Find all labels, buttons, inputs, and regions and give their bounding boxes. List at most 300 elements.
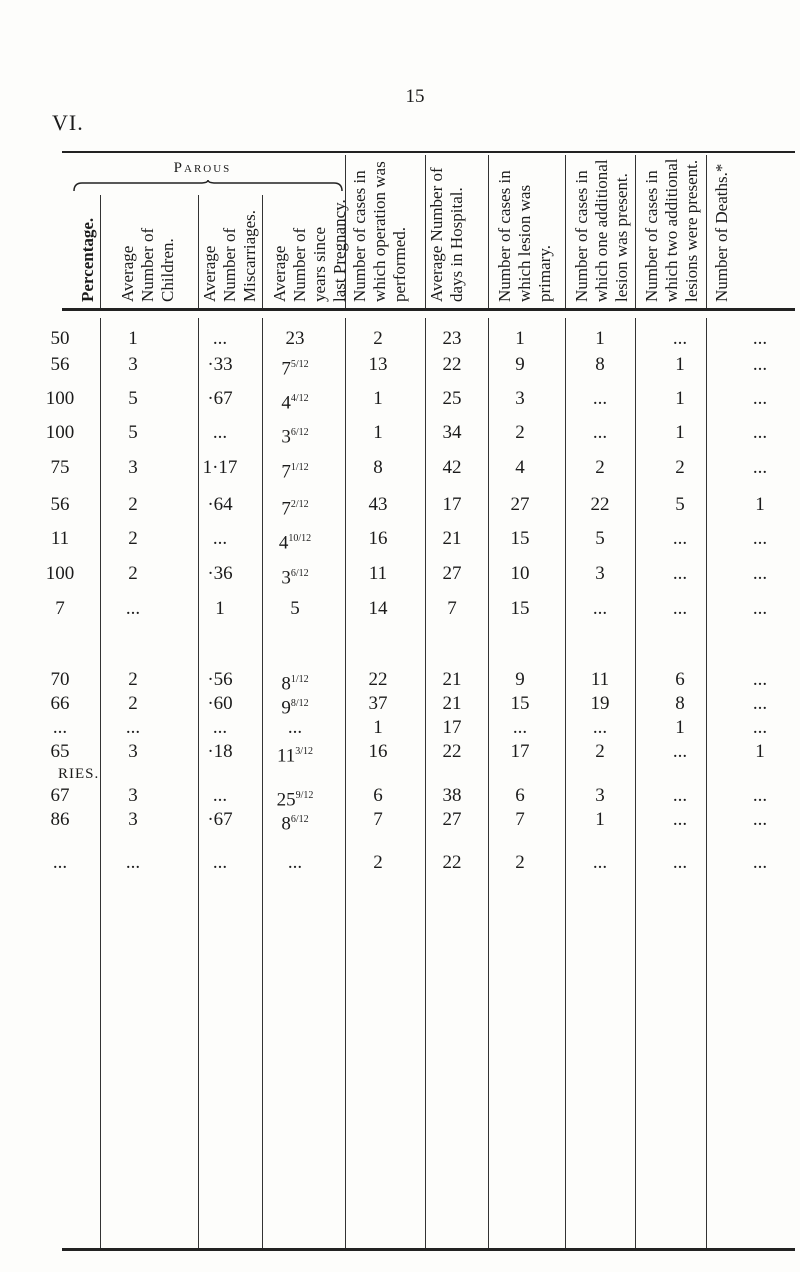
cell-value: 56 bbox=[50, 354, 70, 375]
children-cell bbox=[93, 808, 173, 832]
cell-value: 2 bbox=[675, 457, 685, 478]
miscarriages-cell bbox=[180, 562, 260, 586]
cell-value: 7 bbox=[281, 461, 291, 483]
table-row bbox=[0, 851, 800, 875]
years-cell bbox=[255, 527, 335, 555]
cell-value: 25 bbox=[442, 388, 462, 409]
primary-cell bbox=[485, 456, 555, 480]
children-cell bbox=[93, 493, 173, 517]
cell-value: ... bbox=[125, 717, 141, 738]
percentage-cell bbox=[30, 716, 90, 740]
cell-value: 6 bbox=[675, 669, 685, 690]
primary-cell bbox=[485, 421, 555, 445]
cell-value: 1 bbox=[373, 388, 383, 409]
deaths-cell bbox=[725, 493, 795, 517]
header-rule bbox=[62, 308, 795, 311]
percentage-cell bbox=[30, 562, 90, 586]
miscarriages-cell bbox=[180, 327, 260, 351]
two-additional-cell bbox=[640, 716, 720, 740]
deaths-cell bbox=[725, 668, 795, 692]
cell-value: ... bbox=[672, 741, 688, 762]
cell-value: ... bbox=[752, 852, 768, 873]
cell-value: 100 bbox=[45, 388, 75, 409]
column-header: Number of cases in which lesion was primary. bbox=[495, 170, 554, 302]
operations-cell bbox=[338, 527, 418, 551]
miscarriages-cell bbox=[180, 493, 260, 517]
one-additional-cell bbox=[560, 808, 640, 832]
cell-value: 3 bbox=[595, 785, 605, 806]
deaths-cell bbox=[725, 353, 795, 377]
one-additional-cell bbox=[560, 421, 640, 445]
cell-value: ·67 bbox=[207, 809, 233, 830]
one-additional-cell bbox=[560, 692, 640, 716]
operations-cell bbox=[338, 851, 418, 875]
years-fraction: 1/12 bbox=[290, 462, 309, 473]
cell-value: 2 bbox=[128, 528, 138, 549]
table-row bbox=[0, 421, 800, 448]
column-header: Percentage. bbox=[78, 217, 97, 302]
years-cell bbox=[255, 327, 335, 351]
days-cell bbox=[417, 493, 487, 517]
cell-value: ·60 bbox=[207, 693, 233, 714]
table-row bbox=[0, 493, 800, 520]
cell-value: 70 bbox=[50, 669, 70, 690]
primary-cell bbox=[485, 597, 555, 621]
primary-cell bbox=[485, 353, 555, 377]
cell-value: 22 bbox=[442, 354, 462, 375]
cell-value: 5 bbox=[128, 422, 138, 443]
cell-value: 1 bbox=[128, 328, 138, 349]
deaths-cell bbox=[725, 597, 795, 621]
cell-value: ... bbox=[672, 563, 688, 584]
cell-value: 1 bbox=[215, 598, 225, 619]
percentage-cell bbox=[30, 387, 90, 411]
percentage-cell bbox=[30, 327, 90, 351]
cell-value: ... bbox=[52, 717, 68, 738]
cell-value: 22 bbox=[442, 852, 462, 873]
cell-value: 5 bbox=[128, 388, 138, 409]
deaths-cell bbox=[725, 784, 795, 808]
cell-value: 43 bbox=[368, 494, 388, 515]
primary-cell bbox=[485, 692, 555, 716]
cell-value: 9 bbox=[281, 697, 291, 719]
deaths-cell bbox=[725, 562, 795, 586]
cell-value: ... bbox=[287, 852, 303, 873]
cell-value: 50 bbox=[50, 328, 70, 349]
cell-value: 23 bbox=[442, 328, 462, 349]
cell-value: 4 bbox=[278, 532, 289, 554]
cell-value: 2 bbox=[595, 457, 605, 478]
table-row bbox=[0, 808, 800, 835]
miscarriages-cell bbox=[180, 716, 260, 740]
column-header: Number of Deaths.* bbox=[712, 163, 731, 302]
cell-value: 67 bbox=[50, 785, 70, 806]
cell-value: 3 bbox=[128, 457, 138, 478]
cell-value: 6 bbox=[515, 785, 525, 806]
percentage-cell bbox=[30, 493, 90, 517]
miscarriages-cell bbox=[180, 421, 260, 445]
column-header: Average Number of days in Hospital. bbox=[427, 167, 466, 302]
cell-value: ... bbox=[752, 328, 768, 349]
cell-value: ... bbox=[752, 598, 768, 619]
deaths-cell bbox=[725, 327, 795, 351]
cell-value: 42 bbox=[442, 457, 462, 478]
cell-value: 22 bbox=[368, 669, 388, 690]
table-row bbox=[0, 353, 800, 380]
cell-value: ... bbox=[752, 528, 768, 549]
section-label: VI. bbox=[52, 110, 84, 135]
two-additional-cell bbox=[640, 562, 720, 586]
cell-value: 19 bbox=[590, 693, 610, 714]
cell-value: 16 bbox=[368, 741, 388, 762]
deaths-cell bbox=[725, 456, 795, 480]
children-cell bbox=[93, 716, 173, 740]
cell-value: 9 bbox=[515, 354, 525, 375]
days-cell bbox=[417, 353, 487, 377]
years-fraction: 1/12 bbox=[290, 674, 309, 685]
cell-value: 4 bbox=[515, 457, 525, 478]
cell-value: 7 bbox=[515, 809, 525, 830]
two-additional-cell bbox=[640, 740, 720, 764]
cell-value: 3 bbox=[281, 426, 291, 448]
primary-cell bbox=[485, 808, 555, 832]
table-row bbox=[0, 784, 800, 811]
miscarriages-cell bbox=[180, 353, 260, 377]
years-fraction: 5/12 bbox=[290, 359, 309, 370]
cell-value: 8 bbox=[595, 354, 605, 375]
cell-value: 100 bbox=[45, 563, 75, 584]
cell-value: 8 bbox=[675, 693, 685, 714]
years-fraction: 9/12 bbox=[295, 790, 314, 801]
cell-value: ... bbox=[125, 852, 141, 873]
primary-cell bbox=[485, 527, 555, 551]
children-cell bbox=[93, 597, 173, 621]
days-cell bbox=[417, 456, 487, 480]
one-additional-cell bbox=[560, 353, 640, 377]
cell-value: 7 bbox=[373, 809, 383, 830]
cell-value: 7 bbox=[447, 598, 457, 619]
cell-value: ·33 bbox=[207, 354, 233, 375]
cell-value: ... bbox=[752, 563, 768, 584]
cell-value: ... bbox=[512, 717, 528, 738]
cell-value: ... bbox=[752, 809, 768, 830]
years-fraction: 6/12 bbox=[290, 568, 309, 579]
cell-value: 3 bbox=[595, 563, 605, 584]
operations-cell bbox=[338, 668, 418, 692]
one-additional-cell bbox=[560, 493, 640, 517]
years-cell bbox=[255, 456, 335, 484]
cell-value: 22 bbox=[590, 494, 610, 515]
operations-cell bbox=[338, 740, 418, 764]
years-cell bbox=[255, 493, 335, 521]
column-header: Average Number of years since last Pregnancy. bbox=[270, 199, 349, 302]
two-additional-cell bbox=[640, 387, 720, 411]
percentage-cell bbox=[30, 851, 90, 875]
column-header: Number of cases in which one additional lesion was present. bbox=[572, 159, 631, 302]
cell-value: 5 bbox=[595, 528, 605, 549]
miscarriages-cell bbox=[180, 784, 260, 808]
one-additional-cell bbox=[560, 527, 640, 551]
column-divider bbox=[262, 195, 263, 308]
cell-value: ... bbox=[752, 785, 768, 806]
miscarriages-cell bbox=[180, 851, 260, 875]
cell-value: ... bbox=[672, 528, 688, 549]
days-cell bbox=[417, 421, 487, 445]
cell-value: 1 bbox=[755, 494, 765, 515]
children-cell bbox=[93, 527, 173, 551]
years-cell bbox=[255, 716, 335, 740]
table-row bbox=[0, 740, 800, 767]
operations-cell bbox=[338, 562, 418, 586]
two-additional-cell bbox=[640, 784, 720, 808]
children-cell bbox=[93, 327, 173, 351]
years-cell bbox=[255, 597, 335, 621]
table-row bbox=[0, 456, 800, 483]
cell-value: 27 bbox=[510, 494, 530, 515]
days-cell bbox=[417, 562, 487, 586]
operations-cell bbox=[338, 784, 418, 808]
table-row bbox=[0, 527, 800, 554]
percentage-cell bbox=[30, 740, 90, 764]
percentage-cell bbox=[30, 784, 90, 808]
cell-value: 3 bbox=[281, 567, 291, 589]
years-cell bbox=[255, 353, 335, 381]
cell-value: 11 bbox=[368, 563, 388, 584]
cell-value: ... bbox=[752, 388, 768, 409]
cell-value: 22 bbox=[442, 741, 462, 762]
children-cell bbox=[93, 353, 173, 377]
cell-value: 10 bbox=[510, 563, 530, 584]
cell-value: ... bbox=[672, 809, 688, 830]
cell-value: ... bbox=[672, 852, 688, 873]
children-cell bbox=[93, 387, 173, 411]
cell-value: 25 bbox=[276, 789, 296, 811]
cell-value: 1 bbox=[373, 422, 383, 443]
days-cell bbox=[417, 387, 487, 411]
years-fraction: 4/12 bbox=[290, 393, 309, 404]
days-cell bbox=[417, 808, 487, 832]
miscarriages-cell bbox=[180, 740, 260, 764]
operations-cell bbox=[338, 808, 418, 832]
days-cell bbox=[417, 692, 487, 716]
deaths-cell bbox=[725, 387, 795, 411]
column-header: Number of cases in which operation was performed. bbox=[350, 161, 409, 302]
cell-value: ... bbox=[752, 354, 768, 375]
cell-value: 1 bbox=[515, 328, 525, 349]
cell-value: ... bbox=[752, 693, 768, 714]
cell-value: ... bbox=[212, 328, 228, 349]
percentage-cell bbox=[30, 692, 90, 716]
cell-value: 8 bbox=[281, 813, 291, 835]
one-additional-cell bbox=[560, 327, 640, 351]
cell-value: ... bbox=[592, 717, 608, 738]
cell-value: ... bbox=[212, 528, 228, 549]
cell-value: 2 bbox=[515, 852, 525, 873]
cell-value: 16 bbox=[368, 528, 388, 549]
children-cell bbox=[93, 562, 173, 586]
table-row bbox=[0, 327, 800, 351]
operations-cell bbox=[338, 456, 418, 480]
cell-value: ... bbox=[592, 388, 608, 409]
column-divider bbox=[706, 155, 707, 308]
cell-value: 17 bbox=[442, 494, 462, 515]
days-cell bbox=[417, 851, 487, 875]
cell-value: 14 bbox=[368, 598, 388, 619]
cell-value: 9 bbox=[515, 669, 525, 690]
cell-value: 7 bbox=[55, 598, 65, 619]
days-cell bbox=[417, 327, 487, 351]
cell-value: ... bbox=[52, 852, 68, 873]
page-number: 15 bbox=[405, 86, 425, 107]
primary-cell bbox=[485, 562, 555, 586]
cell-value: 8 bbox=[281, 673, 291, 695]
cell-value: ·64 bbox=[207, 494, 233, 515]
miscarriages-cell bbox=[180, 527, 260, 551]
cell-value: ... bbox=[672, 785, 688, 806]
years-fraction: 3/12 bbox=[295, 746, 314, 757]
one-additional-cell bbox=[560, 597, 640, 621]
cell-value: ... bbox=[752, 457, 768, 478]
miscarriages-cell bbox=[180, 456, 260, 480]
years-fraction: 6/12 bbox=[290, 814, 309, 825]
years-fraction: 2/12 bbox=[290, 499, 309, 510]
operations-cell bbox=[338, 353, 418, 377]
children-cell bbox=[93, 851, 173, 875]
cell-value: 17 bbox=[442, 717, 462, 738]
deaths-cell bbox=[725, 851, 795, 875]
cell-value: 56 bbox=[50, 494, 70, 515]
primary-cell bbox=[485, 327, 555, 351]
percentage-cell bbox=[30, 353, 90, 377]
cell-value: 8 bbox=[373, 457, 383, 478]
deaths-cell bbox=[725, 527, 795, 551]
table-row bbox=[0, 597, 800, 621]
operations-cell bbox=[338, 493, 418, 517]
one-additional-cell bbox=[560, 851, 640, 875]
cell-value: ... bbox=[592, 852, 608, 873]
cell-value: 4 bbox=[281, 392, 291, 414]
cell-value: 3 bbox=[128, 741, 138, 762]
cell-value: 2 bbox=[373, 328, 383, 349]
column-divider bbox=[425, 155, 426, 308]
parous-group-header: Parous bbox=[173, 160, 232, 176]
primary-cell bbox=[485, 387, 555, 411]
miscarriages-cell bbox=[180, 668, 260, 692]
cell-value: 38 bbox=[442, 785, 462, 806]
deaths-cell bbox=[725, 692, 795, 716]
cell-value: 1 bbox=[595, 809, 605, 830]
years-fraction: 8/12 bbox=[290, 698, 309, 709]
cell-value: 2 bbox=[128, 563, 138, 584]
column-header: Average Number of Children. bbox=[118, 227, 177, 302]
cell-value: 2 bbox=[128, 693, 138, 714]
cell-value: ... bbox=[752, 669, 768, 690]
years-cell bbox=[255, 421, 335, 449]
one-additional-cell bbox=[560, 784, 640, 808]
years-cell bbox=[255, 740, 335, 768]
cell-value: 1 bbox=[373, 717, 383, 738]
cell-value: 21 bbox=[442, 669, 462, 690]
primary-cell bbox=[485, 668, 555, 692]
cell-value: ·67 bbox=[207, 388, 233, 409]
cell-value: ... bbox=[212, 852, 228, 873]
table-row bbox=[0, 387, 800, 414]
cell-value: 15 bbox=[510, 528, 530, 549]
percentage-cell bbox=[30, 668, 90, 692]
miscarriages-cell bbox=[180, 597, 260, 621]
deaths-cell bbox=[725, 716, 795, 740]
cell-value: 100 bbox=[45, 422, 75, 443]
two-additional-cell bbox=[640, 353, 720, 377]
primary-cell bbox=[485, 740, 555, 764]
children-cell bbox=[93, 668, 173, 692]
cell-value: 1 bbox=[675, 422, 685, 443]
table-row bbox=[0, 562, 800, 589]
years-cell bbox=[255, 808, 335, 836]
column-header: Number of cases in which two additional lesions were present. bbox=[642, 158, 701, 302]
percentage-cell bbox=[30, 597, 90, 621]
cell-value: 2 bbox=[128, 494, 138, 515]
cell-value: 3 bbox=[128, 785, 138, 806]
cell-value: ... bbox=[672, 328, 688, 349]
cell-value: 21 bbox=[442, 693, 462, 714]
cell-value: 11 bbox=[276, 745, 296, 767]
table-row bbox=[0, 668, 800, 695]
column-divider bbox=[198, 195, 199, 308]
cell-value: ... bbox=[592, 422, 608, 443]
years-cell bbox=[255, 562, 335, 590]
column-divider bbox=[488, 155, 489, 308]
two-additional-cell bbox=[640, 493, 720, 517]
cell-value: 3 bbox=[515, 388, 525, 409]
two-additional-cell bbox=[640, 456, 720, 480]
cell-value: 23 bbox=[285, 328, 305, 349]
cell-value: ... bbox=[287, 717, 303, 738]
one-additional-cell bbox=[560, 668, 640, 692]
cell-value: ·36 bbox=[207, 563, 233, 584]
cell-value: 17 bbox=[510, 741, 530, 762]
cell-value: 37 bbox=[368, 693, 388, 714]
cell-value: 7 bbox=[281, 498, 291, 520]
cell-value: ... bbox=[752, 717, 768, 738]
operations-cell bbox=[338, 327, 418, 351]
cell-value: ... bbox=[672, 598, 688, 619]
cell-value: 11 bbox=[590, 669, 610, 690]
one-additional-cell bbox=[560, 562, 640, 586]
cell-value: ... bbox=[212, 422, 228, 443]
two-additional-cell bbox=[640, 692, 720, 716]
cell-value: 1 bbox=[675, 388, 685, 409]
percentage-cell bbox=[30, 456, 90, 480]
one-additional-cell bbox=[560, 387, 640, 411]
days-cell bbox=[417, 716, 487, 740]
days-cell bbox=[417, 668, 487, 692]
percentage-cell bbox=[30, 527, 90, 551]
cell-value: 2 bbox=[515, 422, 525, 443]
years-fraction: 6/12 bbox=[290, 427, 309, 438]
cell-value: 3 bbox=[128, 354, 138, 375]
top-rule bbox=[62, 151, 795, 153]
cell-value: 1·17 bbox=[202, 457, 238, 478]
children-cell bbox=[93, 784, 173, 808]
operations-cell bbox=[338, 387, 418, 411]
deaths-cell bbox=[725, 808, 795, 832]
subsection-label: RIES. bbox=[58, 766, 100, 782]
days-cell bbox=[417, 527, 487, 551]
days-cell bbox=[417, 740, 487, 764]
cell-value: 66 bbox=[50, 693, 70, 714]
two-additional-cell bbox=[640, 421, 720, 445]
